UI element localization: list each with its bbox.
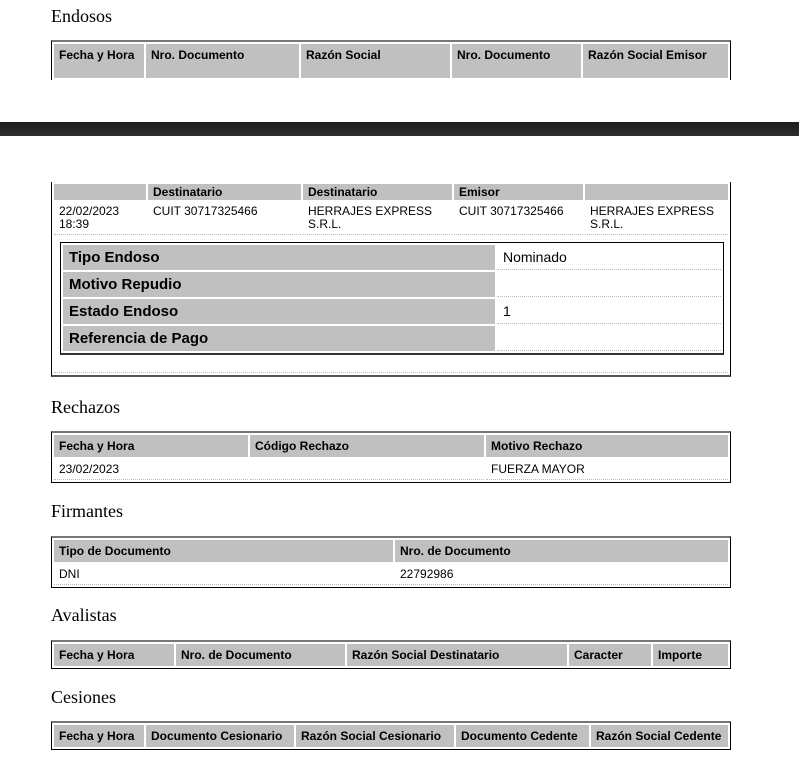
firmante-tipo-documento: DNI: [54, 564, 393, 585]
rechazos-header-motivo: Motivo Rechazo: [486, 435, 728, 457]
cesiones-header-documento-cedente: Documento Cedente: [456, 725, 589, 747]
table-row: [54, 564, 728, 585]
detail-label-tipo-endoso: Tipo Endoso: [63, 245, 495, 270]
cesiones-header-razon-social-cedente: Razón Social Cedente: [591, 725, 728, 747]
endosos-row-divider: [54, 372, 728, 373]
avalistas-header-nro-documento: Nro. de Documento: [176, 644, 345, 666]
endosos-cont-header-fecha: [54, 184, 146, 200]
avalistas-header-razon-social: Razón Social Destinatario: [347, 644, 567, 666]
cesiones-title: Cesiones: [51, 687, 116, 707]
detail-value-referencia-pago: [497, 326, 721, 351]
rechazo-motivo: FUERZA MAYOR: [486, 459, 728, 480]
endosos-cont-header-empty: [585, 184, 728, 200]
endosos-header-fecha: Fecha y Hora: [54, 44, 144, 78]
endosos-continued-table: [52, 182, 730, 237]
endosos-table: [51, 40, 731, 80]
endoso-nro-documento-destinatario: CUIT 30717325466: [148, 202, 301, 235]
detail-row-estado-endoso: [63, 299, 721, 324]
firmantes-title: Firmantes: [51, 501, 123, 521]
endosos-cont-header-destinatario-doc: Destinatario: [148, 184, 301, 200]
endosos-title: Endosos: [51, 6, 113, 26]
detail-row-tipo-endoso: [63, 245, 721, 270]
endoso-razon-social-emisor: HERRAJES EXPRESS S.R.L.: [585, 202, 728, 235]
firmante-nro-documento: 22792986: [395, 564, 728, 585]
endoso-fecha: 22/02/2023 18:39: [54, 202, 146, 235]
detail-value-motivo-repudio: [497, 272, 721, 297]
avalistas-header-fecha: Fecha y Hora: [54, 644, 174, 666]
endosos-header-razon-social-destinatario: Razón Social: [301, 44, 450, 78]
table-row: [54, 202, 728, 235]
firmantes-header-row: [54, 540, 728, 562]
avalistas-header-row: [54, 644, 728, 666]
detail-row-referencia-pago: [63, 326, 721, 351]
endoso-details: [60, 242, 724, 355]
firmantes-table: [51, 536, 731, 588]
firmantes-header-tipo: Tipo de Documento: [54, 540, 393, 562]
detail-label-estado-endoso: Estado Endoso: [63, 299, 495, 324]
endosos-header-nro-documento-emisor: Nro. Documento: [452, 44, 581, 78]
rechazo-codigo: [250, 459, 484, 480]
firmantes-header-nro: Nro. de Documento: [395, 540, 728, 562]
cesiones-table: [51, 721, 731, 750]
avalistas-header-importe: Importe: [653, 644, 728, 666]
avalistas-header-caracter: Caracter: [569, 644, 651, 666]
detail-label-motivo-repudio: Motivo Repudio: [63, 272, 495, 297]
endosos-continued-header-row: [54, 184, 728, 200]
detail-label-referencia-pago: Referencia de Pago: [63, 326, 495, 351]
endoso-nro-documento-emisor: CUIT 30717325466: [454, 202, 583, 235]
cesiones-header-documento-cesionario: Documento Cesionario: [146, 725, 294, 747]
endosos-header-row: [54, 44, 728, 78]
endosos-header-razon-social-emisor: Razón Social Emisor: [583, 44, 728, 78]
endosos-cont-header-emisor: Emisor: [454, 184, 583, 200]
rechazos-header-row: [54, 435, 728, 457]
cesiones-header-row: [54, 725, 728, 747]
endoso-razon-social-destinatario: HERRAJES EXPRESS S.R.L.: [303, 202, 452, 235]
rechazos-header-fecha: Fecha y Hora: [54, 435, 248, 457]
cesiones-header-razon-social-cesionario: Razón Social Cesionario: [296, 725, 454, 747]
table-row: [54, 459, 728, 480]
rechazos-title: Rechazos: [51, 397, 120, 417]
page-break-bar: [0, 122, 799, 136]
detail-row-motivo-repudio: [63, 272, 721, 297]
endoso-details-table: [61, 243, 723, 353]
rechazos-header-codigo: Código Rechazo: [250, 435, 484, 457]
avalistas-title: Avalistas: [51, 605, 117, 625]
endosos-continued: [51, 182, 731, 377]
detail-value-estado-endoso: 1: [497, 299, 721, 324]
detail-value-tipo-endoso: Nominado: [497, 245, 721, 270]
cesiones-header-fecha: Fecha y Hora: [54, 725, 144, 747]
endosos-cont-header-destinatario-razon: Destinatario: [303, 184, 452, 200]
avalistas-table: [51, 640, 731, 669]
endosos-header-nro-documento-destinatario: Nro. Documento: [146, 44, 299, 78]
rechazo-fecha: 23/02/2023: [54, 459, 248, 480]
rechazos-table: [51, 431, 731, 483]
